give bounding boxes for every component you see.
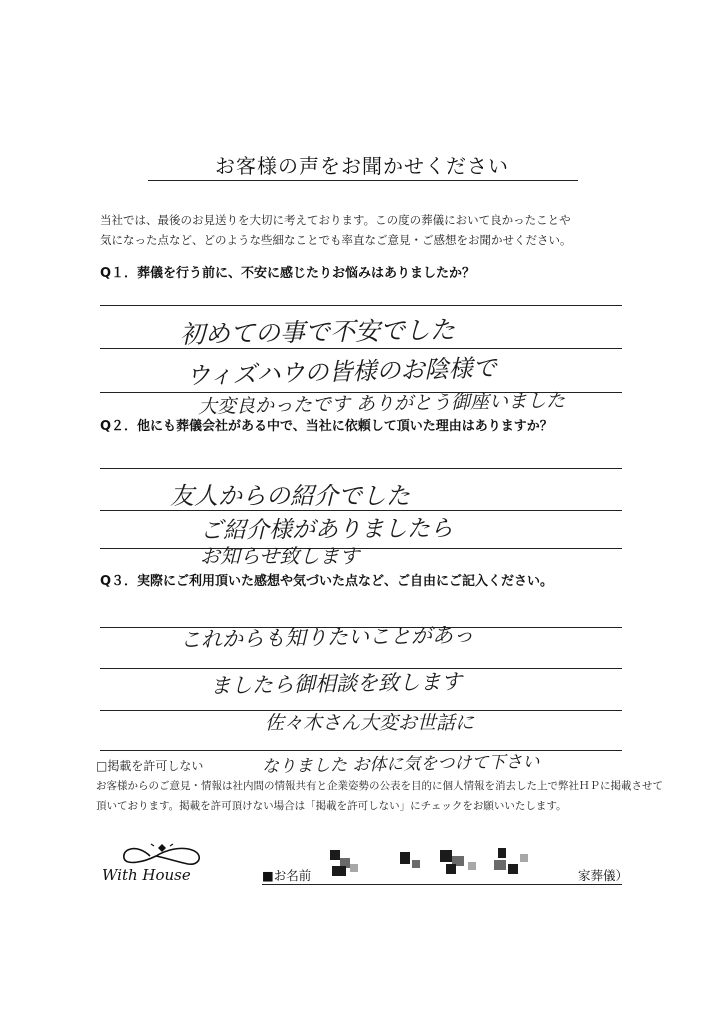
name-suffix: 家葬儀） bbox=[578, 868, 629, 883]
handwritten-answer-1-line-1: 初めての事で不安でした bbox=[179, 315, 456, 349]
intro-text-line-1: 当社では、最後のお見送りを大切に考えております。この度の葬儀において良かったことや bbox=[100, 213, 571, 227]
title-underline bbox=[148, 180, 578, 181]
answer-line bbox=[100, 305, 622, 306]
consent-checkbox[interactable]: □掲載を許可しない bbox=[96, 759, 204, 773]
privacy-notice-line-1: お客様からのご意見・情報は社内間の情報共有と企業姿勢の公表を目的に個人情報を消去した上で弊社ＨＰに掲載させて bbox=[96, 780, 663, 792]
redacted-name bbox=[322, 846, 532, 880]
answer-line bbox=[100, 348, 622, 349]
answer-line bbox=[100, 548, 622, 549]
name-label: ■お名前 bbox=[262, 868, 312, 883]
handwritten-answer-3-line-4: なりました お体に気をつけて下さい bbox=[261, 752, 540, 777]
handwritten-answer-3-line-2: ましたら御相談を致します bbox=[209, 669, 463, 698]
question-2: Q２．他にも葬儀会社がある中で、当社に依頼して頂いた理由はありますか？ bbox=[100, 419, 553, 434]
logo-text: With House bbox=[102, 866, 191, 884]
name-field-line bbox=[262, 884, 622, 885]
handwritten-answer-1-line-3: 大変良かったです ありがとう御座いました bbox=[197, 389, 566, 418]
intro-text-line-2: 気になった点など、どのような些細なことでも率直なご意見・ご感想をお聞かせください。 bbox=[100, 233, 572, 247]
privacy-notice-line-2: 頂いております。掲載を許可頂けない場合は「掲載を許可しない」にチェックをお願いいたします。 bbox=[96, 800, 567, 812]
handwritten-answer-2-line-1: 友人からの紹介でした bbox=[170, 482, 410, 510]
handwritten-answer-1-line-2: ウィズハウの皆様のお陰様で bbox=[185, 353, 497, 390]
handwritten-answer-3-line-1: これからも知りたいことがあっ bbox=[179, 622, 474, 652]
handwritten-answer-2-line-3: お知らせ致します bbox=[200, 544, 360, 568]
form-title: お客様の声をお聞かせください bbox=[215, 154, 509, 178]
handwritten-answer-2-line-2: ご紹介様がありましたら bbox=[199, 515, 454, 544]
handwritten-answer-3-line-3: 佐々木さん大変お世話に bbox=[265, 712, 475, 734]
answer-line bbox=[100, 468, 622, 469]
question-1: Q１．葬儀を行う前に、不安に感じたりお悩みはありましたか？ bbox=[100, 266, 476, 281]
question-3: Q３．実際にご利用頂いた感想や気づいた点など、ご自由にご記入ください。 bbox=[100, 574, 554, 589]
